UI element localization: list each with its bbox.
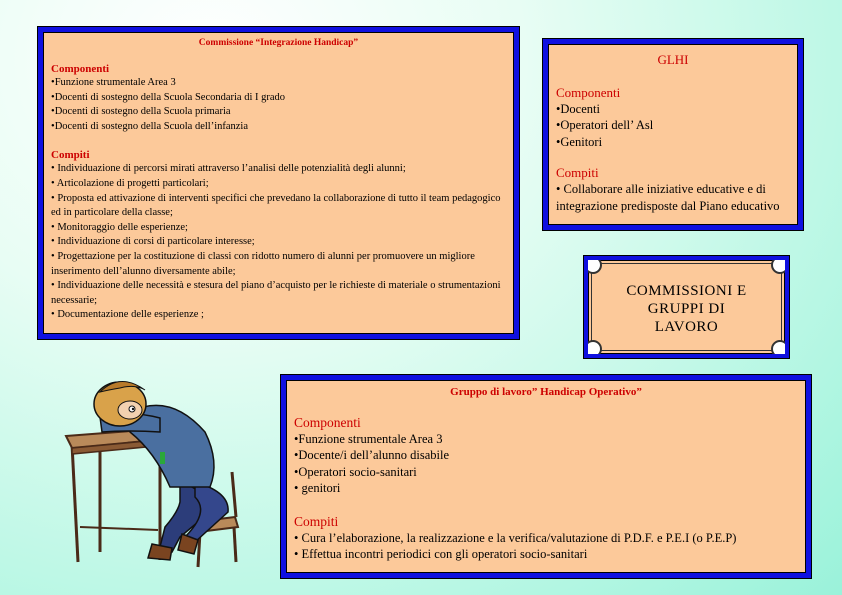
glhi-compiti-list [556,181,790,214]
handicap-operativo-title: Gruppo di lavoro” Handicap Operativo” [450,386,642,398]
corner-ornament [584,256,602,274]
list-item: •Operatori dell’ Asl [556,118,654,133]
commissione-compiti-heading: Compiti [51,149,90,162]
list-item: • Documentazione delle esperienze ; [51,309,204,321]
commissione-componenti-heading: Componenti [51,63,110,75]
corner-ornament [771,340,789,358]
glhi-componenti-list [556,101,790,150]
commissioni-gruppi-title: COMMISSIONI E GRUPPI DI LAVORO [626,283,747,335]
list-item: •Genitori [556,134,603,149]
commissione-title: Commissione “Integrazione Handicap” [198,38,359,48]
list-item: • Individuazione di percorsi mirati attraverso l’analisi delle potenzialità degli alunni; [51,163,406,175]
list-item: • Individuazione delle necessità e stesura del piano d’acquisto per le richieste di materiale o strumentazioni necessarie; [51,280,501,306]
list-item: •Funzione strumentale Area 3 [294,432,443,446]
glhi-compiti-heading: Compiti [556,165,599,181]
list-item: • Proposta ed attivazione di interventi specifici che prevedano la collaborazione di tutto il team pedagogico ed in particolare della classe; [51,192,501,219]
handicap-operativo-componenti-list [294,431,798,497]
glhi-title: GLHI [657,52,689,67]
list-item: •Docente/i dell’alunno disabile [294,448,450,463]
commissione-componenti-list [51,76,506,134]
sleeping-student-illustration [60,362,245,572]
list-item: •Docenti di sostegno della Scuola Secondaria di I grado [51,91,286,103]
corner-ornament [584,340,602,358]
list-item: • Effettua incontri periodici con gli operatori socio-sanitari [294,547,588,562]
list-item: • Progettazione per la costituzione di classi con ridotto numero di alunni per promuovere un migliore inserimento dell’alunno diversamente abile; [51,250,475,277]
list-item: • Individuazione di corsi di particolare interesse; [51,236,255,248]
list-item: • Articolazione di progetti particolari; [51,177,209,189]
handicap-operativo-box [281,375,811,578]
list-item: •Docenti di sostegno della Scuola primaria [51,106,231,118]
commissione-box [38,27,519,339]
handicap-operativo-componenti-heading: Componenti [294,415,361,430]
commissione-compiti-list [51,162,506,323]
glhi-componenti-heading: Componenti [556,85,621,100]
corner-ornament [771,256,789,274]
glhi-box [543,39,803,230]
list-item: •Operatori socio-sanitari [294,464,417,479]
list-item: • Cura l’elaborazione, la realizzazione e la verifica/valutazione di P.D.F. e P.E.I (o P.E.P) [294,530,737,545]
list-item: •Funzione strumentale Area 3 [51,77,176,88]
list-item: • Monitoraggio delle esperienze; [51,221,188,233]
handicap-operativo-compiti-list [294,530,798,563]
handicap-operativo-compiti-heading: Compiti [294,513,339,529]
list-item: •Docenti di sostegno della Scuola dell’infanzia [51,120,249,132]
commissioni-gruppi-box [584,256,789,358]
list-item: • Collaborare alle iniziative educative e di integrazione predisposte dal Piano educativo [556,182,780,213]
list-item: • genitori [294,481,341,496]
list-item: •Docenti [556,102,600,116]
